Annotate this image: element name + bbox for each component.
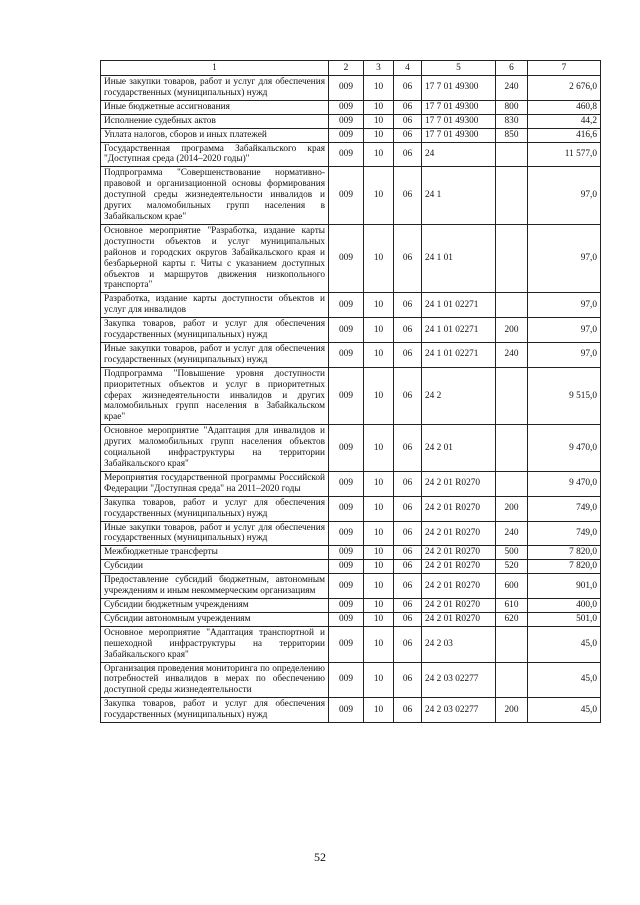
row-c7-cell: 901,0 bbox=[528, 574, 601, 599]
table-row bbox=[101, 560, 601, 574]
table-row bbox=[101, 142, 601, 167]
row-c4-cell: 06 bbox=[394, 574, 422, 599]
row-c5-cell: 24 2 01 R0270 bbox=[422, 471, 496, 496]
row-c5-cell: 24 2 01 R0270 bbox=[422, 560, 496, 574]
table-row bbox=[101, 114, 601, 128]
row-c3-cell: 10 bbox=[364, 167, 394, 225]
row-c6-cell: 240 bbox=[496, 76, 528, 101]
row-c2-cell: 009 bbox=[329, 318, 364, 343]
table-row bbox=[101, 100, 601, 114]
row-c6-cell: 850 bbox=[496, 128, 528, 142]
column-header: 2 bbox=[329, 61, 364, 76]
row-c5-cell: 24 1 01 02271 bbox=[422, 293, 496, 318]
row-c3-cell: 10 bbox=[364, 318, 394, 343]
table-row bbox=[101, 496, 601, 521]
row-c7-cell: 45,0 bbox=[528, 626, 601, 662]
row-c3-cell: 10 bbox=[364, 367, 394, 425]
row-c3-cell: 10 bbox=[364, 114, 394, 128]
table-body bbox=[101, 76, 601, 723]
row-name-cell: Иные закупки товаров, работ и услуг для обеспечения государственных (муниципальных) нужд bbox=[101, 342, 329, 367]
row-c5-cell: 24 bbox=[422, 142, 496, 167]
row-c7-cell: 749,0 bbox=[528, 521, 601, 546]
row-c5-cell: 24 2 01 R0270 bbox=[422, 598, 496, 612]
row-c4-cell: 06 bbox=[394, 224, 422, 292]
row-c5-cell: 24 2 bbox=[422, 367, 496, 425]
row-c6-cell bbox=[496, 626, 528, 662]
row-c4-cell: 06 bbox=[394, 142, 422, 167]
row-c6-cell: 200 bbox=[496, 318, 528, 343]
row-c5-cell: 24 1 bbox=[422, 167, 496, 225]
row-name-cell: Иные закупки товаров, работ и услуг для обеспечения государственных (муниципальных) нужд bbox=[101, 521, 329, 546]
table-row bbox=[101, 662, 601, 698]
row-c2-cell: 009 bbox=[329, 471, 364, 496]
row-c3-cell: 10 bbox=[364, 342, 394, 367]
row-c6-cell: 520 bbox=[496, 560, 528, 574]
row-c2-cell: 009 bbox=[329, 574, 364, 599]
row-c3-cell: 10 bbox=[364, 471, 394, 496]
row-c4-cell: 06 bbox=[394, 598, 422, 612]
row-name-cell: Межбюджетные трансферты bbox=[101, 546, 329, 560]
row-c7-cell: 460,8 bbox=[528, 100, 601, 114]
row-c7-cell: 97,0 bbox=[528, 224, 601, 292]
row-c4-cell: 06 bbox=[394, 626, 422, 662]
row-c3-cell: 10 bbox=[364, 612, 394, 626]
row-c5-cell: 24 2 03 bbox=[422, 626, 496, 662]
row-c7-cell: 97,0 bbox=[528, 293, 601, 318]
row-c5-cell: 24 2 01 R0270 bbox=[422, 612, 496, 626]
table-row bbox=[101, 425, 601, 472]
row-c4-cell: 06 bbox=[394, 114, 422, 128]
row-name-cell: Субсидии бюджетным учреждениям bbox=[101, 598, 329, 612]
table-row bbox=[101, 342, 601, 367]
row-c6-cell: 620 bbox=[496, 612, 528, 626]
row-c2-cell: 009 bbox=[329, 342, 364, 367]
row-c7-cell: 97,0 bbox=[528, 318, 601, 343]
row-c7-cell: 9 515,0 bbox=[528, 367, 601, 425]
row-c7-cell: 97,0 bbox=[528, 342, 601, 367]
table-row bbox=[101, 76, 601, 101]
row-name-cell: Исполнение судебных актов bbox=[101, 114, 329, 128]
row-c5-cell: 24 1 01 02271 bbox=[422, 342, 496, 367]
table-row bbox=[101, 698, 601, 723]
column-header: 5 bbox=[422, 61, 496, 76]
row-c3-cell: 10 bbox=[364, 224, 394, 292]
table-row bbox=[101, 224, 601, 292]
row-c7-cell: 97,0 bbox=[528, 167, 601, 225]
column-header: 7 bbox=[528, 61, 601, 76]
table-row bbox=[101, 128, 601, 142]
row-c2-cell: 009 bbox=[329, 224, 364, 292]
table-row bbox=[101, 318, 601, 343]
row-c5-cell: 24 2 03 02277 bbox=[422, 662, 496, 698]
row-c4-cell: 06 bbox=[394, 471, 422, 496]
row-name-cell: Государственная программа Забайкальского края "Доступная среда (2014–2020 годы)" bbox=[101, 142, 329, 167]
row-c4-cell: 06 bbox=[394, 318, 422, 343]
table-row bbox=[101, 521, 601, 546]
row-name-cell: Подпрограмма "Совершенствование нормативно-правовой и организационной основы формирования доступной среды жизнедеятельности инвалидов и других маломобильных групп населения в Забайкальском крае" bbox=[101, 167, 329, 225]
row-c2-cell: 009 bbox=[329, 76, 364, 101]
row-c6-cell bbox=[496, 224, 528, 292]
row-c4-cell: 06 bbox=[394, 546, 422, 560]
row-c6-cell: 240 bbox=[496, 342, 528, 367]
budget-table bbox=[100, 60, 601, 723]
row-name-cell: Субсидии bbox=[101, 560, 329, 574]
row-c3-cell: 10 bbox=[364, 142, 394, 167]
row-c6-cell bbox=[496, 167, 528, 225]
row-name-cell: Закупка товаров, работ и услуг для обеспечения государственных (муниципальных) нужд bbox=[101, 698, 329, 723]
row-c7-cell: 416,6 bbox=[528, 128, 601, 142]
row-c4-cell: 06 bbox=[394, 612, 422, 626]
row-c4-cell: 06 bbox=[394, 167, 422, 225]
row-c6-cell: 830 bbox=[496, 114, 528, 128]
row-c7-cell: 7 820,0 bbox=[528, 560, 601, 574]
row-c6-cell: 610 bbox=[496, 598, 528, 612]
column-header: 6 bbox=[496, 61, 528, 76]
row-c2-cell: 009 bbox=[329, 100, 364, 114]
table-row bbox=[101, 167, 601, 225]
row-c4-cell: 06 bbox=[394, 342, 422, 367]
row-c7-cell: 9 470,0 bbox=[528, 471, 601, 496]
row-name-cell: Основное мероприятие "Адаптация для инвалидов и других маломобильных групп населения объектов социальной инфраструктуры на территории Забайкальского края" bbox=[101, 425, 329, 472]
table-row bbox=[101, 293, 601, 318]
table-row bbox=[101, 546, 601, 560]
row-c7-cell: 45,0 bbox=[528, 662, 601, 698]
row-c4-cell: 06 bbox=[394, 521, 422, 546]
row-c6-cell: 500 bbox=[496, 546, 528, 560]
row-c4-cell: 06 bbox=[394, 128, 422, 142]
row-c4-cell: 06 bbox=[394, 293, 422, 318]
row-c3-cell: 10 bbox=[364, 128, 394, 142]
row-c6-cell bbox=[496, 662, 528, 698]
row-name-cell: Субсидии автономным учреждениям bbox=[101, 612, 329, 626]
page-number: 52 bbox=[314, 850, 326, 864]
row-name-cell: Закупка товаров, работ и услуг для обеспечения государственных (муниципальных) нужд bbox=[101, 318, 329, 343]
row-c3-cell: 10 bbox=[364, 598, 394, 612]
row-c6-cell bbox=[496, 425, 528, 472]
row-c7-cell: 7 820,0 bbox=[528, 546, 601, 560]
row-c6-cell bbox=[496, 293, 528, 318]
table-row bbox=[101, 367, 601, 425]
table-row bbox=[101, 574, 601, 599]
row-c3-cell: 10 bbox=[364, 100, 394, 114]
row-c2-cell: 009 bbox=[329, 698, 364, 723]
row-name-cell: Организация проведения мониторинга по определению потребностей инвалидов в мерах по обеспечению доступной среды жизнедеятельности bbox=[101, 662, 329, 698]
table-row bbox=[101, 626, 601, 662]
row-name-cell: Основное мероприятие "Адаптация транспортной и пешеходной инфраструктуры на территории Забайкальского края" bbox=[101, 626, 329, 662]
row-c4-cell: 06 bbox=[394, 662, 422, 698]
row-c4-cell: 06 bbox=[394, 496, 422, 521]
row-c6-cell: 800 bbox=[496, 100, 528, 114]
row-name-cell: Закупка товаров, работ и услуг для обеспечения государственных (муниципальных) нужд bbox=[101, 496, 329, 521]
row-c7-cell: 11 577,0 bbox=[528, 142, 601, 167]
row-c2-cell: 009 bbox=[329, 293, 364, 318]
row-c2-cell: 009 bbox=[329, 114, 364, 128]
row-c7-cell: 45,0 bbox=[528, 698, 601, 723]
row-c7-cell: 400,0 bbox=[528, 598, 601, 612]
row-c6-cell: 200 bbox=[496, 496, 528, 521]
row-c3-cell: 10 bbox=[364, 521, 394, 546]
row-c2-cell: 009 bbox=[329, 598, 364, 612]
row-c4-cell: 06 bbox=[394, 560, 422, 574]
row-c6-cell: 200 bbox=[496, 698, 528, 723]
row-c3-cell: 10 bbox=[364, 662, 394, 698]
row-c6-cell: 600 bbox=[496, 574, 528, 599]
row-c7-cell: 44,2 bbox=[528, 114, 601, 128]
row-c2-cell: 009 bbox=[329, 560, 364, 574]
table-row bbox=[101, 471, 601, 496]
row-c5-cell: 24 1 01 02271 bbox=[422, 318, 496, 343]
row-c3-cell: 10 bbox=[364, 546, 394, 560]
row-c2-cell: 009 bbox=[329, 425, 364, 472]
table-header-row bbox=[101, 61, 601, 76]
row-name-cell: Подпрограмма "Повышение уровня доступности приоритетных объектов и услуг в приоритетных сферах жизнедеятельности инвалидов и других маломобильных групп населения в Забайкальском крае" bbox=[101, 367, 329, 425]
row-c2-cell: 009 bbox=[329, 128, 364, 142]
row-c6-cell: 240 bbox=[496, 521, 528, 546]
row-c5-cell: 24 2 01 R0270 bbox=[422, 496, 496, 521]
row-c5-cell: 24 2 03 02277 bbox=[422, 698, 496, 723]
row-name-cell: Основное мероприятие "Разработка, издание карты доступности объектов и услуг муниципальных районов и городских округов Забайкальского края и безбарьерной карты г. Читы с указанием доступных объектов и маршрутов движения низкопольного транспорта" bbox=[101, 224, 329, 292]
row-c6-cell bbox=[496, 367, 528, 425]
row-c5-cell: 24 2 01 bbox=[422, 425, 496, 472]
row-c4-cell: 06 bbox=[394, 76, 422, 101]
row-name-cell: Иные закупки товаров, работ и услуг для обеспечения государственных (муниципальных) нужд bbox=[101, 76, 329, 101]
row-c3-cell: 10 bbox=[364, 425, 394, 472]
row-name-cell: Иные бюджетные ассигнования bbox=[101, 100, 329, 114]
row-c5-cell: 17 7 01 49300 bbox=[422, 76, 496, 101]
row-c2-cell: 009 bbox=[329, 496, 364, 521]
row-c3-cell: 10 bbox=[364, 76, 394, 101]
row-c7-cell: 9 470,0 bbox=[528, 425, 601, 472]
row-c4-cell: 06 bbox=[394, 425, 422, 472]
row-c7-cell: 2 676,0 bbox=[528, 76, 601, 101]
row-c7-cell: 749,0 bbox=[528, 496, 601, 521]
row-c2-cell: 009 bbox=[329, 662, 364, 698]
row-c5-cell: 17 7 01 49300 bbox=[422, 114, 496, 128]
column-header: 3 bbox=[364, 61, 394, 76]
row-c5-cell: 17 7 01 49300 bbox=[422, 100, 496, 114]
row-name-cell: Разработка, издание карты доступности объектов и услуг для инвалидов bbox=[101, 293, 329, 318]
row-c2-cell: 009 bbox=[329, 521, 364, 546]
row-c5-cell: 17 7 01 49300 bbox=[422, 128, 496, 142]
row-c5-cell: 24 2 01 R0270 bbox=[422, 521, 496, 546]
row-c2-cell: 009 bbox=[329, 626, 364, 662]
row-c5-cell: 24 2 01 R0270 bbox=[422, 546, 496, 560]
table-row bbox=[101, 612, 601, 626]
row-c5-cell: 24 1 01 bbox=[422, 224, 496, 292]
row-c3-cell: 10 bbox=[364, 574, 394, 599]
row-c2-cell: 009 bbox=[329, 546, 364, 560]
row-name-cell: Уплата налогов, сборов и иных платежей bbox=[101, 128, 329, 142]
row-c2-cell: 009 bbox=[329, 142, 364, 167]
row-c4-cell: 06 bbox=[394, 367, 422, 425]
row-c3-cell: 10 bbox=[364, 496, 394, 521]
row-name-cell: Предоставление субсидий бюджетным, автономным учреждениям и иным некоммерческим организациям bbox=[101, 574, 329, 599]
row-c2-cell: 009 bbox=[329, 367, 364, 425]
row-c3-cell: 10 bbox=[364, 293, 394, 318]
row-name-cell: Мероприятия государственной программы Российской Федерации "Доступная среда" на 2011–2020 годы bbox=[101, 471, 329, 496]
row-c6-cell bbox=[496, 142, 528, 167]
row-c3-cell: 10 bbox=[364, 698, 394, 723]
row-c5-cell: 24 2 01 R0270 bbox=[422, 574, 496, 599]
row-c7-cell: 501,0 bbox=[528, 612, 601, 626]
row-c6-cell bbox=[496, 471, 528, 496]
column-header: 1 bbox=[101, 61, 329, 76]
row-c4-cell: 06 bbox=[394, 698, 422, 723]
row-c3-cell: 10 bbox=[364, 626, 394, 662]
row-c4-cell: 06 bbox=[394, 100, 422, 114]
row-c2-cell: 009 bbox=[329, 167, 364, 225]
row-c3-cell: 10 bbox=[364, 560, 394, 574]
column-header: 4 bbox=[394, 61, 422, 76]
row-c2-cell: 009 bbox=[329, 612, 364, 626]
table-row bbox=[101, 598, 601, 612]
